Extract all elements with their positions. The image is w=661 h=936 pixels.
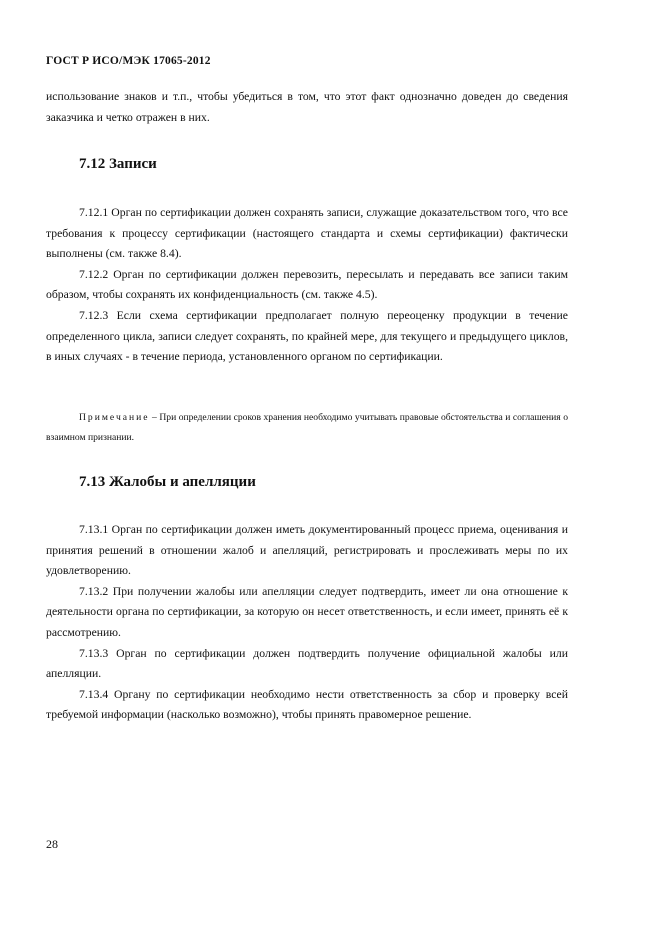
note-label: Примечание [79, 412, 150, 423]
paragraph-7-13-4: 7.13.4 Органу по сертификации необходимо нести ответственность за сбор и проверку всей требуемой информации (насколько возможно), чтобы принять правомерное решение. [46, 687, 568, 722]
document-header: ГОСТ Р ИСО/МЭК 17065-2012 [46, 55, 211, 67]
paragraph-7-13-1: 7.13.1 Орган по сертификации должен иметь документированный процесс приема, оценивания и принятия решений в отношении жалоб и апелляций, регистрировать и прослеживать меры по их удовлетворению. [46, 523, 568, 578]
section-7-13-body [46, 520, 568, 726]
paragraph-text: использование знаков и т.п., чтобы убедиться в том, что этот факт однозначно доведен до сведения заказчика и четко отражен в них. [46, 90, 568, 124]
paragraph-7-12-1: 7.12.1 Орган по сертификации должен сохранять записи, служащие доказательством того, что все требования к процессу сертификации (настоящего стандарта и схемы сертификации) фактически выполнены (см. также 8.4). [46, 206, 568, 261]
section-heading-7-13: 7.13 Жалобы и апелляции [79, 474, 256, 490]
section-7-12-body [46, 203, 568, 368]
paragraph-7-13-3: 7.13.3 Орган по сертификации должен подтвердить получение официальной жалобы или апелляции. [46, 646, 568, 681]
paragraph-7-12-3: 7.12.3 Если схема сертификации предполагает полную переоценку продукции в течение определенного цикла, записи следует сохранять, по крайней мере, для текущего и предыдущего циклов, в иных случаях - в течение периода, установленного органом по сертификации. [46, 308, 568, 364]
note-text: – При определении сроков хранения необходимо учитывать правовые обстоятельства и соглашения о взаимном признании. [46, 412, 568, 443]
paragraph-7-13-2: 7.13.2 При получении жалобы или апелляции следует подтвердить, имеет ли она отношение к деятельности органа по сертификации, за которую он несет ответственность, и если имеет, принять её к рассмотрению. [46, 584, 568, 639]
section-heading-7-12: 7.12 Записи [79, 156, 157, 172]
note-block [46, 408, 568, 448]
page-number: 28 [46, 837, 58, 851]
intro-paragraph [46, 87, 568, 128]
paragraph-7-12-2: 7.12.2 Орган по сертификации должен перевозить, пересылать и передавать все записи таким образом, чтобы сохранять их конфиденциальность (см. также 4.5). [46, 267, 568, 302]
